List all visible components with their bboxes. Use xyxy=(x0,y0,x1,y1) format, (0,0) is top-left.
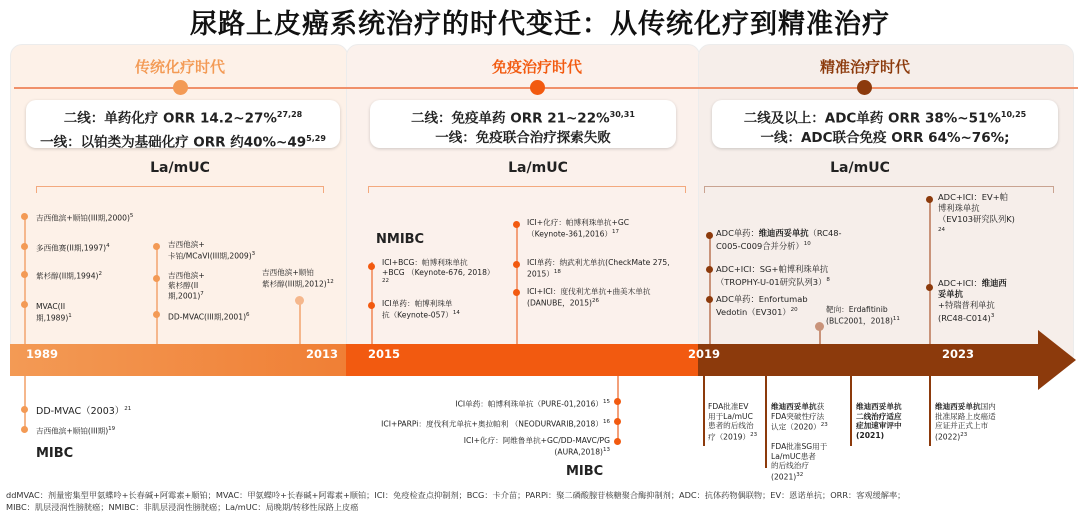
event-label: ADC+ICI：维迪西 妥单抗 +特瑞普利单抗 $(RC48-C014)^3$ xyxy=(938,278,1007,323)
event-dot xyxy=(368,302,375,309)
event-dot xyxy=(513,289,520,296)
era-label-precision: 精准治疗时代 xyxy=(819,58,910,76)
event-stem xyxy=(703,376,705,446)
mibc-label: MIBC xyxy=(36,446,74,461)
event-dot xyxy=(926,284,933,291)
event-dot xyxy=(153,311,160,318)
event-dot xyxy=(614,438,621,445)
year-1989: 1989 xyxy=(26,347,59,361)
event-dot xyxy=(21,213,28,220)
timeline-axis xyxy=(8,328,1080,396)
event-label: ICI+PARPi：度伐利尤单抗+奥拉帕利 （NEODURVARIB,2018）$^{16}$ xyxy=(381,419,610,429)
event-stem xyxy=(929,376,931,446)
era-label-traditional: 传统化疗时代 xyxy=(134,58,225,76)
ref: 10,25 xyxy=(1000,110,1027,119)
event-label: ICI+化疗：阿维鲁单抗+GC/DD-MAVC/PG (AURA,2018)$^{13}$ xyxy=(463,436,610,457)
event-label: 靶向：Erdafitinib (BLC2001，2018)$^{11}$ xyxy=(826,305,900,326)
ref: 30,31 xyxy=(609,110,635,119)
mibc-label: MIBC xyxy=(566,464,604,479)
event-dot xyxy=(706,266,713,273)
footnote-line: ddMVAC：剂量密集型甲氨蝶呤+长春碱+阿霉素+顺铂；MVAC：甲氨蝶呤+长春碱+阿霉素+顺铂；ICI：免疫检查点抑制剂；BCG：卡介苗；PARPi：聚二磷酸腺苷核糖聚合酶抑制剂；ADC：抗体药物偶联物；EV：恩诺单抗；ORR：客观缓解率； xyxy=(6,490,906,500)
event-dot xyxy=(706,232,713,239)
event-label: 吉西他滨+顺铂(III期)$^{19}$ xyxy=(36,426,116,436)
ref: 5,29 xyxy=(306,133,326,143)
event-label: $DD-MVAC(2003)^{21}$ xyxy=(36,405,132,417)
event-label: 吉西他滨+顺铂(III期,2000)$^5$ xyxy=(36,213,134,223)
era-dot-immuno xyxy=(530,80,545,95)
approval-label: FDA批准SG用于 La/mUC患者 的后线治疗 $(2021)^{32}$ xyxy=(771,442,828,482)
event-dot xyxy=(926,196,933,203)
event-dot xyxy=(368,263,375,270)
event-label: ADC单药：Enfortumab $Vedotin(EV301)^{20}$ xyxy=(716,294,808,317)
event-dot xyxy=(21,243,28,250)
era-dot-precision xyxy=(857,80,872,95)
lamuc-label: La/mUC xyxy=(508,160,568,176)
event-stem xyxy=(850,376,852,446)
event-label: ICI单药：帕博利珠单 抗（Keynote-057）$^{14}$ xyxy=(382,299,460,320)
footnote-line: MIBC：肌层浸润性膀胱癌；NMIBC：非肌层浸润性膀胱癌；La/mUC：局晚期/转移性尿路上皮癌 xyxy=(6,502,359,512)
event-label: 吉西他滨+ 卡铂/MCaVI(III期,2009)$^3$ xyxy=(168,240,256,261)
event-stem xyxy=(765,376,767,468)
summary-line: 一线：以铂类为基础化疗 ORR 约40%~49 xyxy=(40,134,307,150)
event-stem xyxy=(617,376,619,444)
era-dot-traditional xyxy=(173,80,188,95)
axis-segment-precision xyxy=(698,330,1076,390)
event-stem xyxy=(24,376,26,430)
event-stem xyxy=(929,196,931,346)
event-label: ADC单药：维迪西妥单抗（RC48- C005-C009合并分析）$^{10}$ xyxy=(716,228,842,251)
summary-line: 一线：免疫联合治疗探索失败 xyxy=(435,129,611,146)
event-label: 紫杉醇(II期,1994)$^2$ xyxy=(36,271,103,281)
event-label: ADC+ICI：SG+帕博利珠单抗 （TROPHY-U-01研究队列3）$^8$ xyxy=(716,264,830,287)
event-stem xyxy=(24,216,26,346)
event-label: ICI+BCG：帕博利珠单抗 +BCG （Keynote-676, 2018） 22 xyxy=(382,258,495,285)
nmibc-label: NMIBC xyxy=(376,232,425,247)
event-dot xyxy=(21,271,28,278)
era-label-immuno: 免疫治疗时代 xyxy=(491,58,582,76)
approval-label: 维迪西妥单抗 二线治疗适应 症加速审评中 (2021) xyxy=(856,402,902,440)
year-2015: 2015 xyxy=(368,347,401,361)
event-label: 吉西他滨+ 紫杉醇(II 期,2001)$^7$ xyxy=(168,271,205,301)
bracket-traditional xyxy=(36,186,324,193)
summary-card-precision xyxy=(712,100,1058,148)
event-dot xyxy=(21,426,28,433)
footnote xyxy=(6,489,905,513)
event-label: 吉西他滨+顺铂 紫杉醇(III期,2012)$^{12}$ xyxy=(262,268,334,289)
summary-card-immuno xyxy=(370,100,676,148)
approval-label: 维迪西妥单抗获 FDA突破性疗法 认定$(2020)^{23}$ xyxy=(771,402,828,432)
bracket-immuno xyxy=(368,186,686,193)
summary-line: 二线：单药化疗 ORR 14.2~27% xyxy=(63,110,277,127)
summary-card-traditional xyxy=(26,100,340,148)
lamuc-label: La/mUC xyxy=(830,160,890,176)
summary-line: 二线及以上：ADC单药 ORR 38%~51% xyxy=(743,110,1001,127)
year-2013: 2013 xyxy=(306,347,339,361)
event-dot xyxy=(614,418,621,425)
event-label: MVAC(II 期,1989)$^1$ xyxy=(36,302,72,323)
event-label: ICI+化疗：帕博利珠单抗+GC （Keynote-361,2016）$^{17}$ xyxy=(527,218,630,239)
event-dot xyxy=(706,296,713,303)
event-label: ICI单药：帕博利珠单抗（PURE-01,2016）$^{15}$ xyxy=(455,399,610,409)
page-title: 尿路上皮癌系统治疗的时代变迁：从传统化疗到精准治疗 xyxy=(190,9,890,40)
event-label: 多西他赛(II期,1997)$^4$ xyxy=(36,243,110,253)
event-dot xyxy=(153,275,160,282)
summary-line: 二线：免疫单药 ORR 21~22% xyxy=(411,110,610,127)
ref: 27,28 xyxy=(276,110,303,119)
event-dot xyxy=(295,296,304,305)
approval-label: 维迪西妥单抗国内 批准尿路上皮癌适 应证并正式上市 $(2022)^{23}$ xyxy=(935,402,996,442)
event-dot xyxy=(21,301,28,308)
event-label: DD-MVAC(III期,2001)$^6$ xyxy=(168,312,250,322)
year-2019: 2019 xyxy=(688,347,721,361)
axis-segment-traditional xyxy=(10,344,346,376)
event-label: ADC+ICI：EV+帕 博利珠单抗 （EV103研究队列K) 24 xyxy=(938,192,1015,233)
summary-line: 一线：ADC联合免疫 ORR 64%~76%; xyxy=(760,129,1010,146)
event-dot xyxy=(513,261,520,268)
event-dot xyxy=(513,221,520,228)
event-label: ICI+ICI：度伐利尤单抗+曲美木单抗 (DANUBE，2015)$^{26}$ xyxy=(527,287,651,308)
approval-label: FDA批准EV 用于La/mUC 患者的后线治 疗$(2019)^{23}$ xyxy=(708,402,758,442)
lamuc-label: La/mUC xyxy=(150,160,210,176)
event-dot xyxy=(21,406,28,413)
event-dot xyxy=(153,243,160,250)
event-label: ICI单药：纳武利尤单抗(CheckMate 275, 2015）$^{18}$ xyxy=(527,258,670,279)
year-2023: 2023 xyxy=(942,347,975,361)
event-dot xyxy=(614,398,621,405)
